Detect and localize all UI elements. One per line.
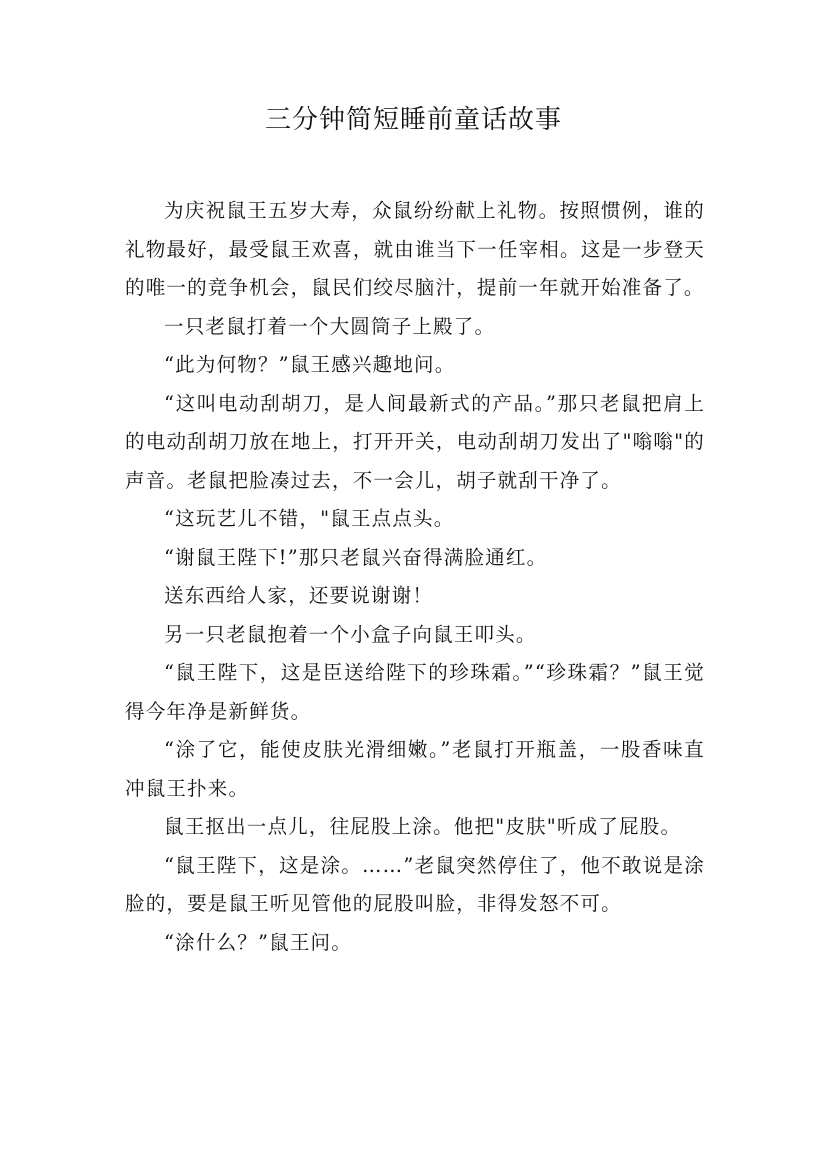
paragraph: “涂了它，能使皮肤光滑细嫩。”老鼠打开瓶盖，一股香味直冲鼠王扑来。 <box>125 738 705 800</box>
paragraph: 另一只老鼠抱着一个小盒子向鼠王叩头。 <box>164 622 537 646</box>
document-body <box>125 192 705 962</box>
paragraph: 为庆祝鼠王五岁大寿，众鼠纷纷献上礼物。按照惯例，谁的礼物最好，最受鼠王欢喜，就由谁当下一任宰相。这是一步登天的唯一的竞争机会，鼠民们绞尽脑汁，提前一年就开始准备了。 <box>125 199 705 299</box>
paragraph: 送东西给人家，还要说谢谢！ <box>164 584 434 607</box>
paragraph: “此为何物？”鼠王感兴趣地问。 <box>164 353 456 376</box>
paragraph: “谢鼠王陛下!”那只老鼠兴奋得满脸通红。 <box>164 545 548 569</box>
paragraph: “鼠王陛下，这是涂。……”老鼠突然停住了，他不敢说是涂脸的，要是鼠王听见管他的屁股叫脸，非得发怒不可。 <box>125 853 705 915</box>
document-title: 三分钟简短睡前童话故事 <box>264 105 562 135</box>
paragraph: “鼠王陛下，这是臣送给陛下的珍珠霜。”“珍珠霜？”鼠王觉得今年净是新鲜货。 <box>125 661 705 723</box>
paragraph: 一只老鼠打着一个大圆筒子上殿了。 <box>164 314 496 338</box>
paragraph: “涂什么？”鼠王问。 <box>164 930 352 954</box>
paragraph: “这玩艺儿不错，"鼠王点点头。 <box>164 507 455 530</box>
paragraph: “这叫电动刮胡刀，是人间最新式的产品。”那只老鼠把肩上的电动刮胡刀放在地上，打开开关，电动刮胡刀发出了"嗡嗡"的声音。老鼠把脸凑过去，不一会儿，胡子就刮干净了。 <box>125 391 705 492</box>
paragraph: 鼠王抠出一点儿，往屁股上涂。他把"皮肤"听成了屁股。 <box>164 815 682 838</box>
